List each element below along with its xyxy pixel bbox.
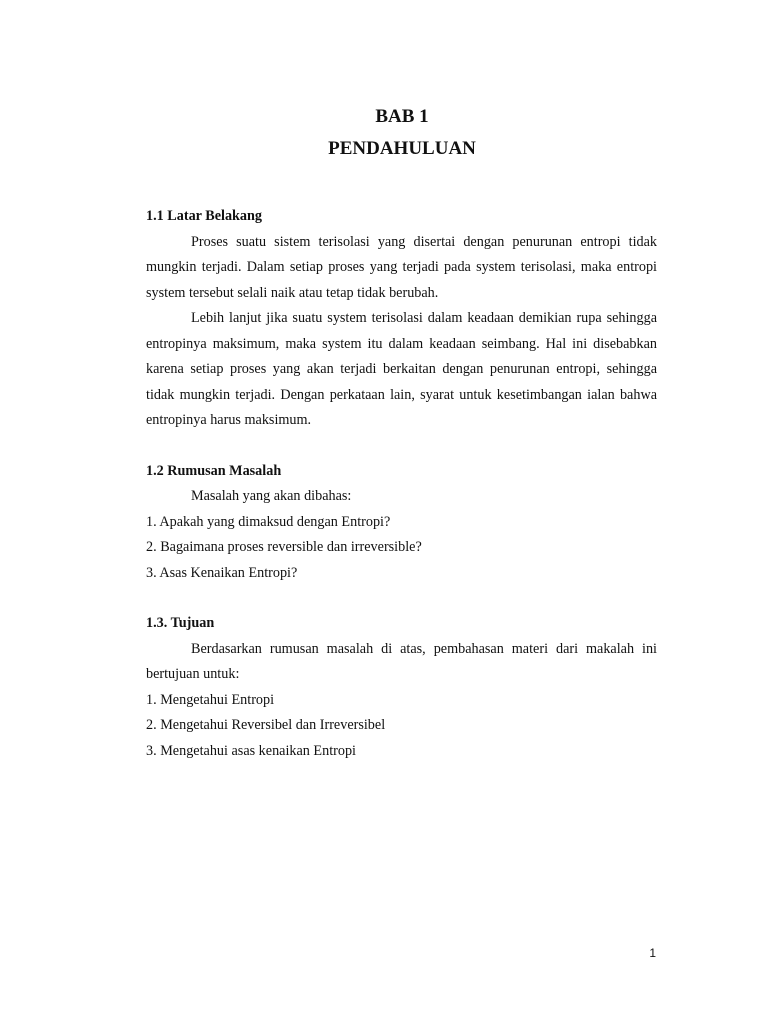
objective-item-1: 1. Mengetahui Entropi (146, 691, 275, 708)
background-paragraph-2: Lebih lanjut jika suatu system terisolasi dalam keadaan demikian rupa sehingga entropinya maksimum, maka system itu dalam keadaan seimbang. Hal ini disebabkan karena setiap proses yang akan terjadi berkaitan dengan penurunan entropi, sehingga tidak mungkin terjadi. Dengan perkataan lain, syarat untuk kesetimbangan ialan bahwa entropinya harus maksimum. (146, 310, 657, 428)
section-spacer (146, 586, 657, 611)
section-heading-background: 1.1 Latar Belakang (146, 208, 263, 224)
section-heading-problem: 1.2 Rumusan Masalah (146, 462, 282, 479)
chapter-number: BAB 1 (375, 106, 429, 127)
section-problem (146, 459, 657, 587)
problem-item-2: 2. Bagaimana proses reversible dan irreversible? (146, 539, 422, 555)
document-body (146, 204, 657, 764)
objective-item-2: 2. Mengetahui Reversibel dan Irreversibel (146, 717, 386, 733)
objective-item-3: 3. Mengetahui asas kenaikan Entropi (146, 742, 356, 759)
chapter-title: PENDAHULUAN (328, 138, 476, 159)
problem-intro: Masalah yang akan dibahas: (191, 488, 352, 504)
objectives-intro: Berdasarkan rumusan masalah di atas, pembahasan materi dari makalah ini bertujuan untuk: (146, 640, 657, 682)
problem-item-1: 1. Apakah yang dimaksud dengan Entropi? (146, 513, 391, 530)
section-objectives (146, 611, 657, 764)
page-number: 1 (649, 946, 656, 960)
section-spacer (146, 434, 657, 459)
problem-item-3: 3. Asas Kenaikan Entropi? (146, 564, 298, 581)
section-background (146, 204, 657, 434)
section-heading-objectives: 1.3. Tujuan (146, 615, 215, 631)
background-paragraph-1: Proses suatu sistem terisolasi yang disertai dengan penurunan entropi tidak mungkin terjadi. Dalam setiap proses yang terjadi pada system terisolasi, maka entropi system tersebut selali naik atau tetap tidak berubah. (146, 233, 657, 301)
